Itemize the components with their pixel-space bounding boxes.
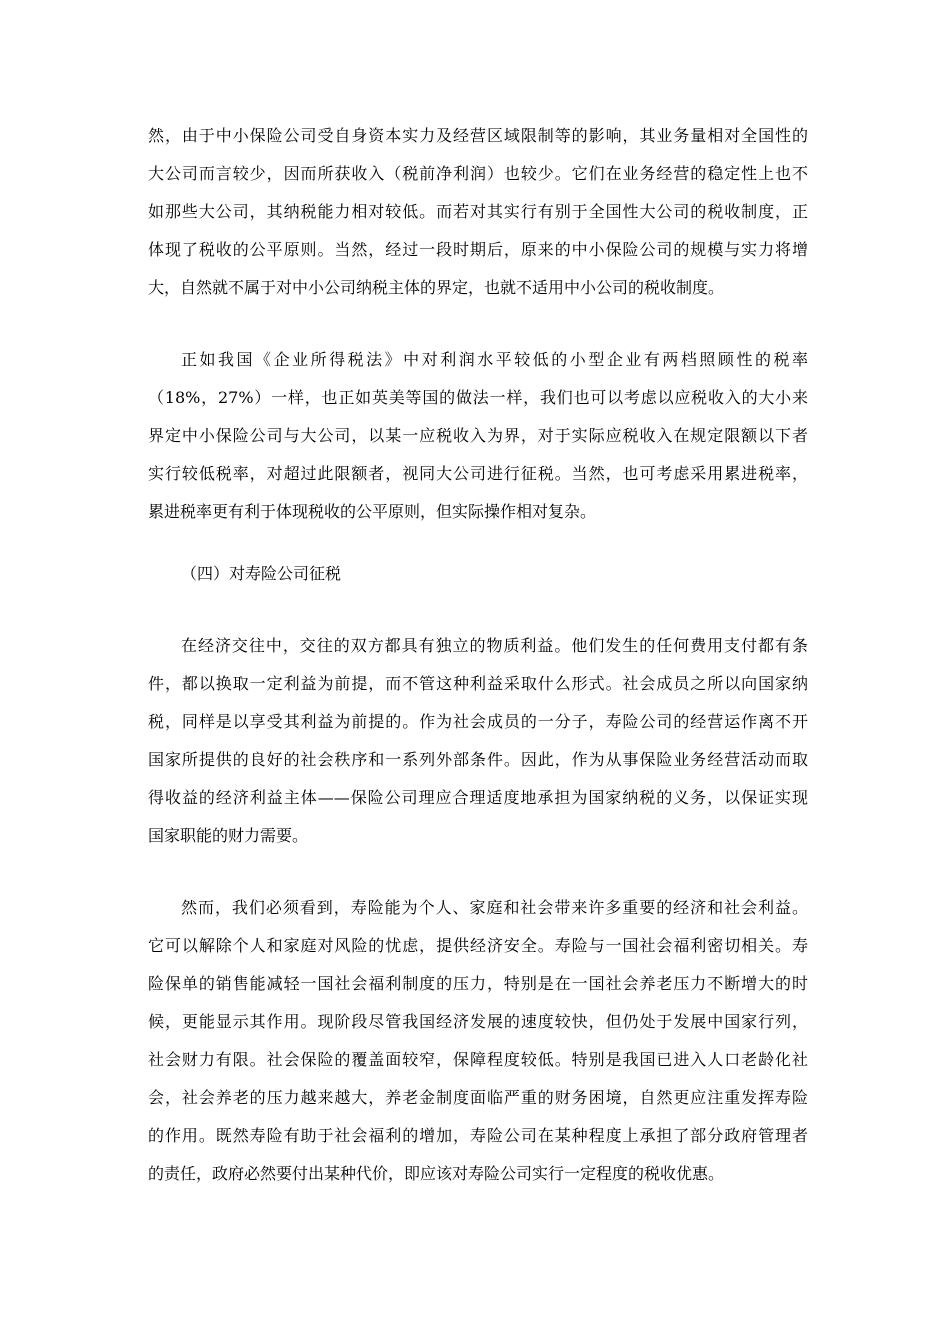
text-line: 然而，我们必须看到，寿险能为个人、家庭和社会带来许多重要的经济和社会利益。 [181, 898, 808, 917]
text-line: 它可以解除个人和家庭对风险的忧虑，提供经济安全。寿险与一国社会福利密切相关。寿 [148, 936, 808, 955]
text-line: 的作用。既然寿险有助于社会福利的增加，寿险公司在某种程度上承担了部分政府管理者 [148, 1126, 808, 1145]
text-line: 累进税率更有利于体现税收的公平原则，但实际操作相对复杂。 [148, 502, 597, 521]
text-line: 实行较低税率，对超过此限额者，视同大公司进行征税。当然，也可考虑采用累进税率， [148, 464, 808, 483]
text-line: 社会财力有限。社会保险的覆盖面较窄，保障程度较低。特别是我国已进入人口老龄化社 [148, 1050, 808, 1069]
text-line: 大公司而言较少，因而所获收入（税前净利润）也较少。它们在业务经营的稳定性上也不 [148, 164, 808, 183]
text-line: 候，更能显示其作用。现阶段尽管我国经济发展的速度较快，但仍处于发展中国家行列， [148, 1012, 808, 1031]
text-line: 险保单的销售能减轻一国社会福利制度的压力，特别是在一国社会养老压力不断增大的时 [148, 974, 808, 993]
text-line: 国家职能的财力需要。 [148, 826, 309, 845]
text-line: 的责任，政府必然要付出某种代价，即应该对寿险公司实行一定程度的税收优惠。 [148, 1164, 725, 1183]
text-line: 然，由于中小保险公司受自身资本实力及经营区域限制等的影响，其业务量相对全国性的 [148, 126, 808, 145]
text-line: 大，自然就不属于对中小公司纳税主体的界定，也就不适用中小公司的税收制度。 [148, 278, 725, 297]
text-line: 会，社会养老的压力越来越大，养老金制度面临严重的财务困境，自然更应注重发挥寿险 [148, 1088, 808, 1107]
text-line: 在经济交往中，交往的双方都具有独立的物质利益。他们发生的任何费用支付都有条 [181, 636, 808, 655]
section-heading: （四）对寿险公司征税 [181, 564, 342, 583]
text-line: 如那些大公司，其纳税能力相对较低。而若对其实行有别于全国性大公司的税收制度，正 [148, 202, 808, 221]
text-line: 税，同样是以享受其利益为前提的。作为社会成员的一分子，寿险公司的经营运作离不开 [148, 712, 808, 731]
text-line: 得收益的经济利益主体——保险公司理应合理适度地承担为国家纳税的义务，以保证实现 [148, 788, 808, 807]
text-line: 正如我国《企业所得税法》中对利润水平较低的小型企业有两档照顾性的税率 [181, 350, 808, 369]
text-line: 体现了税收的公平原则。当然，经过一段时期后，原来的中小保险公司的规模与实力将增 [148, 240, 808, 259]
text-line: （18%，27%）一样，也正如英美等国的做法一样，我们也可以考虑以应税收入的大小来 [148, 388, 808, 407]
text-line: 件，都以换取一定利益为前提，而不管这种利益采取什么形式。社会成员之所以向国家纳 [148, 674, 808, 693]
text-line: 界定中小保险公司与大公司，以某一应税收入为界，对于实际应税收入在规定限额以下者 [148, 426, 808, 445]
text-line: 国家所提供的良好的社会秩序和一系列外部条件。因此，作为从事保险业务经营活动而取 [148, 750, 808, 769]
